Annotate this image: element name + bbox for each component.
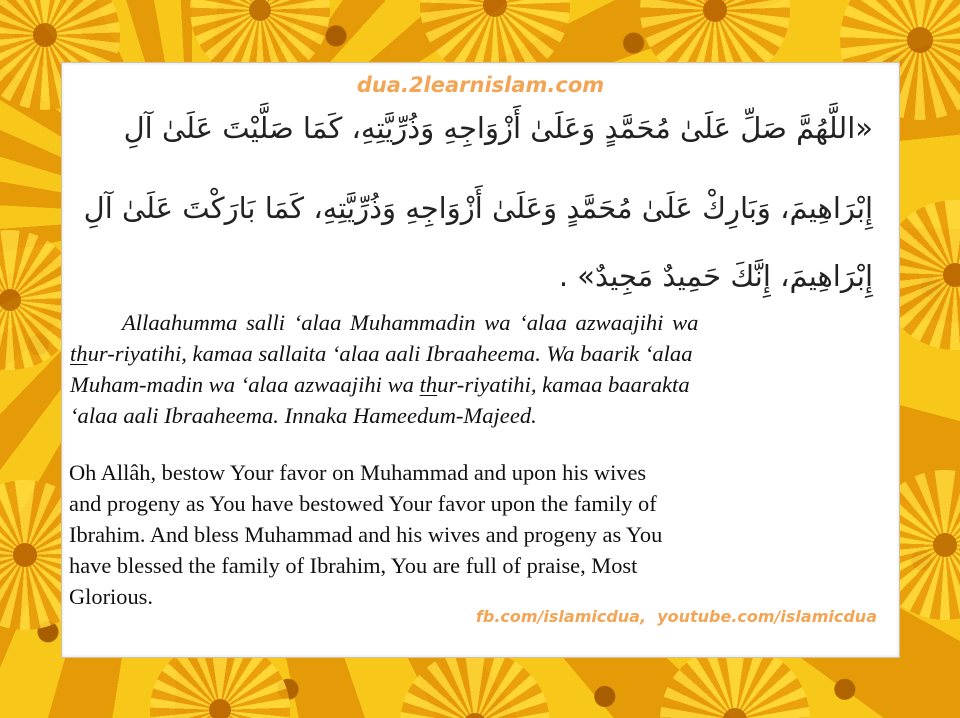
underlined-th: th — [70, 341, 88, 366]
arabic-text-line: إِبْرَاهِيمَ، إِنَّكَ حَمِيدٌ مَجِيدٌ» . — [558, 259, 873, 293]
arabic-text-line: إِبْرَاهِيمَ، وَبَارِكْ عَلَىٰ مُحَمَّدٍ وَعَلَىٰ أَزْوَاجِهِ وَذُرِّيَّتِهِ، كَمَا بَارَكْتَ عَلَىٰ آلِ — [83, 191, 873, 225]
translation-paragraph — [69, 457, 891, 612]
flower-decoration — [400, 650, 550, 718]
transliteration-text: ur-riyatihi, kamaa sallaita ‘alaa aali Ibraaheema. Wa baarik ‘alaa — [87, 341, 693, 366]
translation-line: have blessed the family of Ibrahim, You are full of praise, Most — [69, 553, 638, 578]
translation-line: Oh Allâh, bestow Your favor on Muhammad and upon his wives — [69, 460, 647, 485]
arabic-text-line: «اللَّهُمَّ صَلِّ عَلَىٰ مُحَمَّدٍ وَعَلَىٰ أَزْوَاجِهِ وَذُرِّيَّتِهِ، كَمَا صَلَّيْتَ عَلَىٰ آلِ — [123, 111, 873, 145]
transliteration-line: ‘alaa aali Ibraaheema. Innaka Hameedum-Majeed. — [70, 403, 537, 428]
translation-line: Glorious. — [69, 584, 153, 609]
transliteration-text: ur-riyatihi, kamaa baarakta — [437, 372, 690, 397]
translation-line: and progeny as You have bestowed Your favor upon the family of — [69, 491, 657, 516]
translation-line: Ibrahim. And bless Muhammad and his wives and progeny as You — [69, 522, 663, 547]
transliteration-line: Allaahumma salli ‘alaa Muhammadin wa ‘alaa azwaajihi wa — [122, 310, 699, 335]
transliteration-paragraph — [70, 307, 888, 431]
transliteration-line — [70, 338, 888, 369]
site-watermark: dua.2learnislam.com — [356, 73, 605, 97]
transliteration-line — [70, 369, 888, 400]
underlined-th: th — [419, 372, 438, 397]
dua-card — [61, 62, 900, 658]
social-links: fb.com/islamicdua, youtube.com/islamicdua — [475, 607, 877, 626]
transliteration-text: Muham-madin wa ‘alaa azwaajihi wa — [70, 372, 420, 397]
